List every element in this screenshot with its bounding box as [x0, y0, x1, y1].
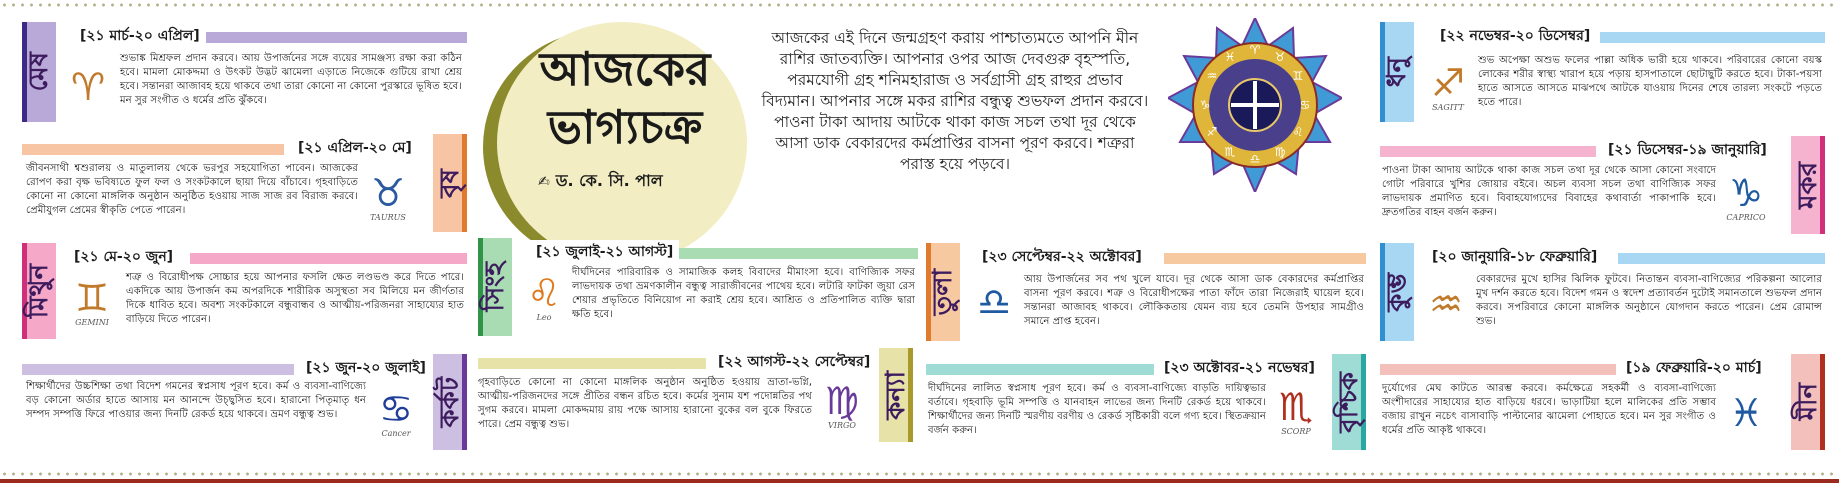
glyph-caption: TAURUS: [370, 212, 406, 222]
sign-name: মিথুন: [24, 263, 54, 319]
sign-tab-scorpio: [1332, 354, 1366, 450]
title-line-2: ভাগ্যচক্র: [547, 100, 703, 154]
sign-tab-sagittarius: [1380, 22, 1414, 122]
sign-tab-gemini: [22, 243, 56, 339]
gemini-icon: ♊ GEMINI: [74, 275, 110, 327]
sign-text: শত্রু ও বিরোধীপক্ষ সোচ্চার হয়ে আপনার ফসলি ক্ষেত লণ্ডভণ্ড করে দিতে পারে। একদিকে আয় উপার্জন কম অপরদিকে শারীরিক অসুস্থতা সব মিলিয়ে মন জীর্ণতার দিকে ধাবিত হবে। অবশ্য সংকটকালে বন্ধুবান্ধব ও আত্মীয়-পরিজনরা সাহায্যের হাত বাড়িয়ে দিতে পারেন।: [126, 272, 464, 325]
author-byline: [538, 168, 738, 195]
sign-tab-libra: [926, 243, 960, 341]
sign-date: [২৩ সেপ্টেম্বর-২২ অক্টোবর]: [976, 245, 1148, 269]
svg-text:♏: ♏: [1224, 145, 1236, 159]
sign-sagittarius: [1380, 22, 1825, 126]
page-title: [520, 40, 730, 156]
sign-date: [২১ মার্চ-২০ এপ্রিল]: [74, 24, 206, 48]
zodiac-wheel-icon: [1168, 18, 1342, 192]
pen-icon: ✍: [538, 174, 550, 190]
svg-text:♑: ♑: [1199, 98, 1211, 112]
sign-scorpio: [926, 354, 1366, 454]
top-dot-border: [0, 2, 1839, 8]
sign-aries: [22, 22, 467, 126]
sign-text: শিক্ষার্থীদের উচ্চশিক্ষা তথা বিদেশ গমনের স্বপ্নসাধ পূরণ হবে। কর্ম ও ব্যবসা-বাণিজ্যে বড় কোনো অর্ডার হাতে আসায় মন আনন্দে উচ্ছ্বসিত হবে। হারানো পিতৃমাতৃ ধন সম্পদ সম্পত্তি ফিরে পাওয়ার জন্য দিনটি রেকর্ড হয়ে থাকবে। ভ্রমণ বন্ধুত্ব শুভ।: [26, 381, 366, 420]
sign-pisces: [1380, 354, 1825, 454]
sign-name: কর্কট: [435, 376, 465, 428]
capricorn-icon: ♑ CAPRICO: [1726, 170, 1766, 222]
sign-tab-pisces: [1791, 354, 1825, 450]
sign-date: [২১ জুন-২০ জুলাই]: [300, 356, 432, 380]
aquarius-icon: ♒: [1428, 282, 1464, 326]
sign-name: তুলা: [928, 268, 958, 316]
sign-cancer: [22, 354, 467, 454]
sign-gemini: [22, 243, 467, 343]
glyph-caption: CAPRICO: [1726, 212, 1766, 222]
sign-name: বৃশ্চিক: [1334, 371, 1364, 433]
bottom-dot-border: [0, 471, 1839, 477]
aries-icon: ♈: [70, 65, 106, 109]
sign-tab-aquarius: [1380, 243, 1414, 341]
svg-text:♍: ♍: [1274, 145, 1286, 159]
sign-tab-virgo: [879, 348, 913, 442]
sign-date: [১৯ ফেব্রুয়ারি-২০ মার্চ]: [1620, 356, 1768, 380]
sign-date: [২৩ অক্টোবর-২১ নভেম্বর]: [1158, 356, 1321, 380]
svg-text:♌: ♌: [1292, 125, 1304, 139]
sign-virgo: [478, 348, 913, 448]
sign-date: [২১ ডিসেম্বর-১৯ জানুয়ারি]: [1602, 138, 1773, 162]
sign-name: কন্যা: [881, 370, 911, 420]
sign-name: সিংহ: [480, 262, 510, 312]
svg-text:♓: ♓: [1224, 50, 1236, 64]
sign-text: গৃহবাড়িতে কোনো না কোনো মাঙ্গলিক অনুষ্ঠান অনুষ্ঠিত হওয়ায় ভ্রাতা-ভগ্নি, আত্মীয়-পরিজনদের সঙ্গে প্রীতির বন্ধন রচিত হবে। কর্মের সুনাম যশ পদোন্নতির পথ সুগম করবে। মামলা মোকদ্দমায় রায় পক্ষে আসায় হারানো বুকের বল বুকে ফিরতে পারে। প্রেম বন্ধুত্ব শুভ।: [478, 377, 812, 430]
sign-text: পাওনা টাকা আদায় আটকে থাকা কাজ সচল তথা দূর থেকে আসা কোনো সংবাদে গোটা পরিবারে খুশির জোয়ার বইবে। অচল ব্যবসা সচল তথা বাণিজ্যিক সফর লাভদায়ক প্রমাণিত হবে। বিবাহযোগ্যদের বিবাহের কথাবার্তা পাকাপাকি হবে। দ্রুতগতির বাহন বর্জন করুন।: [1382, 165, 1716, 218]
sign-text: জীবনসাথী শ্বশুরালয় ও মাতুলালয় থেকে ভরপুর সহযোগিতা পাবেন। আজকের রোপণ করা বৃক্ষ ভবিষ্যতে ফুল ফল ও সংকটকালে ছায়া দিয়ে বাঁচাবে। গৃহবাড়িতে কোনো না কোনো মাঙ্গলিক অনুষ্ঠান অনুষ্ঠিত হওয়ায় সাজ সাজ রব বিরাজ করবে। প্রেমীযুগল প্রেমের স্বীকৃতি পেতে পারেন।: [26, 163, 358, 216]
sign-tab-capricorn: [1791, 136, 1825, 234]
glyph-caption: Leo: [536, 312, 552, 322]
sign-text: শুভ অপেক্ষা অশুভ ফলের পাল্লা অধিক ভারী হয়ে থাকবে। পরিবারের কোনো বয়স্ক লোকের শরীর স্বাস্থ্য খারাপ হয়ে পড়ায় হাসপাতালে ছোটাছুটি করতে হবে। টাকা-পয়সা হাতে আসতে আসতে মাঝপথে আটকে যাওয়ায় দিনের শেষে তারল্য সংকটে পড়তে হতে পারে।: [1478, 55, 1822, 108]
glyph-caption: SCORP: [1281, 426, 1311, 436]
sagittarius-icon: ♐ SAGITT: [1430, 60, 1466, 112]
sign-name: ধনু: [1382, 56, 1412, 88]
sign-date: [২০ জানুয়ারি-১৮ ফেব্রুয়ারি]: [1426, 245, 1603, 269]
sign-date: [২১ এপ্রিল-২০ মে]: [292, 136, 418, 160]
sign-name: কুম্ভ: [1382, 272, 1412, 312]
svg-text:♈: ♈: [1249, 43, 1261, 57]
svg-text:♐: ♐: [1206, 125, 1218, 139]
glyph-caption: VIRGO: [828, 420, 856, 430]
sign-tab-taurus: [433, 134, 467, 232]
sign-text: আয় উপার্জনের সব পথ খুলে যাবে। দূর থেকে আসা ডাক বেকারদের কর্মপ্রাপ্তির বাসনা পূরণ করবে। শত্রু ও বিরোধীপক্ষের পাতা ফাঁদে তারা নিজেরাই ঘায়েল হবে। সন্তানরা আজাবহ থাকবে। লৌকিকতায় যেমন ব্যয় হবে তেমনি উপহার সামগ্রীও সমানে প্রাপ্ত হবেন।: [1024, 274, 1364, 327]
sign-leo: [478, 238, 918, 342]
svg-text:♎: ♎: [1249, 152, 1261, 166]
libra-icon: ♎: [976, 280, 1012, 324]
glyph-caption: GEMINI: [75, 317, 109, 327]
sign-taurus: [22, 134, 467, 236]
sign-text: দুর্যোগের মেঘ কাটতে আরম্ভ করবে। কর্মক্ষেত্রে সহকর্মী ও ব্যবসা-বাণিজ্যে অংশীদারের সাহায্যের হাত বাড়িয়ে ধরবে। ভাড়াটিয়া হলে মালিকের প্রতি সম্ভাব বজায় রাখুন নচেৎ বাসাবাড়ি পাল্টানোর ঝামেলা পোহাতে হবে। মন সুর সংগীত ও ধর্মের প্রতি আকৃষ্ট থাকবে।: [1382, 383, 1716, 436]
virgo-icon: ♍ VIRGO: [824, 378, 860, 430]
sign-capricorn: [1380, 136, 1825, 238]
svg-text:♉: ♉: [1274, 50, 1286, 64]
sign-tab-aries: [22, 22, 56, 122]
svg-text:♊: ♊: [1292, 69, 1304, 83]
glyph-caption: Cancer: [381, 428, 411, 438]
sign-date: [২২ আগস্ট-২২ সেপ্টেম্বর]: [712, 350, 876, 374]
cancer-icon: ♋ Cancer: [378, 386, 414, 438]
sign-text: বেকারদের মুখে হাসির ঝিলিক ফুটবে। নিতান্তন ব্যবসা-বাণিজ্যের পরিকল্পনা আলোর মুখ দর্শন করতে হবে। বিদেশ গমন ও স্বদেশ প্রত্যাবর্তন দুটোই সমানতালে শুভফল প্রদান করবে। সপরিবারে কোনো মাঙ্গলিক অনুষ্ঠানে যোগদান করতে পারেন। প্রেম রোমান্স শুভ।: [1476, 274, 1822, 327]
sign-text: দীর্ঘদিনের লালিত স্বপ্নসাধ পূরণ হবে। কর্ম ও ব্যবসা-বাণিজ্যে বাড়তি দায়িত্বভার বর্তাবে। গৃহবাড়ি ভূমি সম্পত্তি ও যানবাহন লাভের জন্য দিনটি রেকর্ড হয়ে থাকবে। শিক্ষার্থীদের জন্য দিনটি স্মরণীয় বরণীয় ও রেকর্ড সৃষ্টিকারী বলে গণ্য হবে। স্থিতক্রয়ান বর্জন করুন।: [928, 383, 1266, 436]
svg-text:♒: ♒: [1206, 69, 1218, 83]
sign-name: বৃষ: [435, 168, 465, 198]
scorpio-icon: ♏ SCORP: [1278, 384, 1314, 436]
sign-name: মেষ: [24, 52, 54, 92]
sign-aquarius: [1380, 243, 1825, 347]
sign-date: [২১ মে-২০ জুন]: [68, 245, 179, 269]
svg-text:♋: ♋: [1299, 98, 1311, 112]
glyph-caption: SAGITT: [1432, 102, 1464, 112]
pisces-icon: ♓: [1728, 391, 1764, 435]
taurus-icon: ♉ TAURUS: [370, 170, 406, 222]
title-line-1: আজকের: [539, 42, 711, 96]
sign-text: দীর্ঘদিনের পারিবারিক ও সামাজিক কলহ বিবাদের মীমাংসা হবে। বাণিজ্যিক সফর লাভদায়ক তথা ভ্রমণকালীন বন্ধুত্ব সারাজীবনের পাথেয় হবে। লটারি ফাটকা জুয়া রেস শেয়ার প্রভৃতিতে বিনিয়োগ না করাই শ্রেয় হবে। আশ্রিত ও প্রতিপালিত ব্যক্তি দ্বারা ক্ষতি হবে।: [572, 267, 915, 320]
author-name: ড. কে. সি. পাল: [555, 171, 663, 190]
sign-libra: [926, 243, 1366, 347]
sign-name: মীন: [1793, 383, 1823, 421]
sign-tab-leo: [478, 238, 512, 336]
intro-text: আজকের এই দিনে জন্মগ্রহণ করায় পাশ্চাত্যমতে আপনি মীন রাশির জাতব্যক্তি। আপনার ওপর আজ দেবগুরু বৃহস্পতি, পরমযোগী গ্রহ শনিমহারাজ ও সর্বগ্রাসী গ্রহ রাহুর প্রভাব বিদ্যমান। আপনার সঙ্গে মকর রাশির বন্ধুত্ব শুভফল প্রদান করবে। পাওনা টাকা আদায় আটকে থাকা কাজ সচল তথা দূর থেকে আসা ডাক বেকারদের কর্মপ্রাপ্তির বাসনা পূরণ করবে। শত্রুরা পরাস্ত হয়ে পড়বে।: [761, 29, 1149, 173]
sign-date: [২২ নভেম্বর-২০ ডিসেম্বর]: [1434, 24, 1596, 48]
sign-date: [২১ জুলাই-২১ আগস্ট]: [530, 240, 679, 264]
sign-tab-cancer: [433, 354, 467, 450]
leo-icon: ♌ Leo: [526, 270, 562, 322]
sign-text: শুভাঙ্ক মিশ্রফল প্রদান করবে। আয় উপার্জনের সঙ্গে ব্যয়ের সামঞ্জস্য রক্ষা করা কঠিন হবে। মামলা মোকদ্দমা ও উৎকট উদ্ভট ঝামেলা এড়াতে নিজেকে গুটিয়ে রাখা শ্রেয় হবে। সন্তানরা আজাবহ হয়ে থাকবে তথা তারা কোনো না কোনো পুরস্কারে ভূষিত হবে। মন সুর সংগীত ও ধর্মের প্রতি ঝুঁকবে।: [120, 53, 462, 106]
bottom-rule: [0, 479, 1839, 483]
sign-name: মকর: [1793, 161, 1823, 209]
